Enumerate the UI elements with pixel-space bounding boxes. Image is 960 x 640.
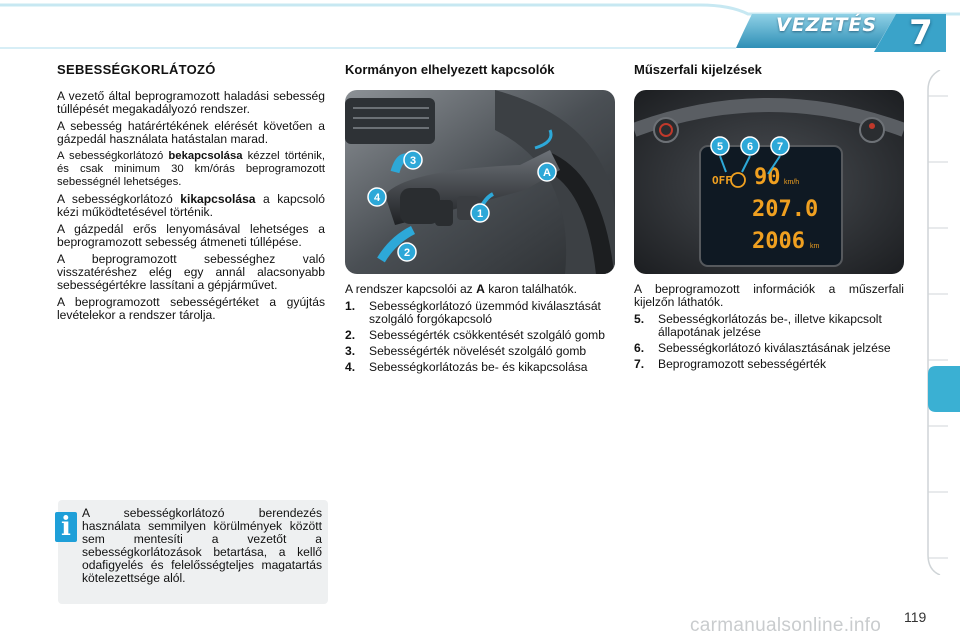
display-unit-kmh: km/h	[784, 179, 800, 186]
column-steering-controls	[345, 62, 615, 78]
paragraph-intro: A vezető által beprogramozott haladási sebesség túllépését megakadályozó rendszer.	[57, 89, 325, 116]
callout-4: 4	[373, 192, 381, 204]
display-set-speed: 90	[754, 165, 781, 190]
paragraph-return: A beprogramozott sebességhez való visszatéréshez elég egy annál alacsonyabb sebességértékre lassítani a gépjárművet.	[57, 252, 325, 292]
list-item: 7. Beprogramozott sebességérték	[634, 357, 827, 371]
info-text: A sebességkorlátozó berendezés használata semmilyen körülmények között sem mentesíti a vezetőt a sebességkorlátozások betartása, a kellő odafigyelés és felelősségteljes magatartás kötelezettsége alól.	[82, 506, 322, 585]
subsection-title-controls: Kormányon elhelyezett kapcsolók	[345, 62, 555, 77]
displays-list	[634, 313, 904, 371]
paragraph-override: A gázpedál erős lenyomásával lehetséges a beprogramozott sebesség átmeneti túllépése.	[57, 222, 325, 249]
displays-intro: A beprogramozott információk a műszerfali kijelzőn láthatók.	[634, 282, 904, 309]
callout-2: 2	[403, 247, 411, 259]
displays-description	[634, 283, 904, 374]
list-item: 3. Sebességérték növelését szolgáló gomb	[345, 344, 587, 358]
chapter-number: 7	[909, 13, 933, 53]
list-item: 1. Sebességkorlátozó üzemmód kiválasztását szolgáló forgókapcsoló	[345, 299, 601, 326]
callout-1: 1	[476, 208, 484, 220]
page-number: 119	[904, 609, 927, 625]
list-item: 5. Sebességkorlátozás be-, illetve kikapcsolt állapotának jelzése	[634, 312, 882, 339]
display-off-indicator: OFF	[712, 174, 732, 187]
paragraph-deactivation: A sebességkorlátozó kikapcsolása a kapcsoló kézi működtetésével történik.	[57, 192, 325, 219]
chapter-tab-strip	[926, 70, 956, 575]
display-trip: 207.0	[752, 197, 819, 222]
callout-3: 3	[409, 155, 417, 167]
column-dashboard-displays	[634, 62, 904, 78]
callout-5: 5	[716, 141, 724, 153]
display-unit-km: km	[810, 243, 820, 250]
watermark: carmanualsonline.info	[690, 615, 882, 636]
steering-stalk-photo	[345, 90, 615, 274]
subsection-title-displays: Műszerfali kijelzések	[634, 62, 762, 77]
controls-description	[345, 283, 615, 377]
paragraph-activation: A sebességkorlátozó bekapcsolása kézzel történik, és csak minimum 30 km/órás beprogramozott sebességnél lehetséges.	[57, 150, 326, 188]
controls-intro: A rendszer kapcsolói az A karon találhatók.	[345, 282, 577, 296]
list-item: 6. Sebességkorlátozó kiválasztásának jelzése	[634, 341, 891, 355]
instrument-cluster-photo	[634, 90, 904, 274]
controls-list	[345, 300, 615, 374]
display-odometer: 2006	[752, 229, 805, 254]
callout-7: 7	[776, 141, 784, 153]
info-icon: i	[55, 512, 77, 542]
column-speed-limiter	[57, 62, 325, 326]
paragraph-memory: A beprogramozott sebességértéket a gyújtás levételekor a rendszer tárolja.	[57, 295, 325, 322]
section-title: SEBESSÉGKORLÁTOZÓ	[57, 62, 216, 77]
chapter-tab-active[interactable]	[922, 366, 960, 412]
list-item: 2. Sebességérték csökkentését szolgáló gomb	[345, 328, 605, 342]
list-item: 4. Sebességkorlátozás be- és kikapcsolása	[345, 360, 588, 374]
callout-6: 6	[746, 141, 754, 153]
paragraph-limit: A sebesség határértékének elérését követően a gázpedál használata hatástalan marad.	[57, 119, 325, 146]
chapter-title: VEZETÉS	[776, 14, 878, 36]
callout-A: A	[543, 167, 551, 179]
